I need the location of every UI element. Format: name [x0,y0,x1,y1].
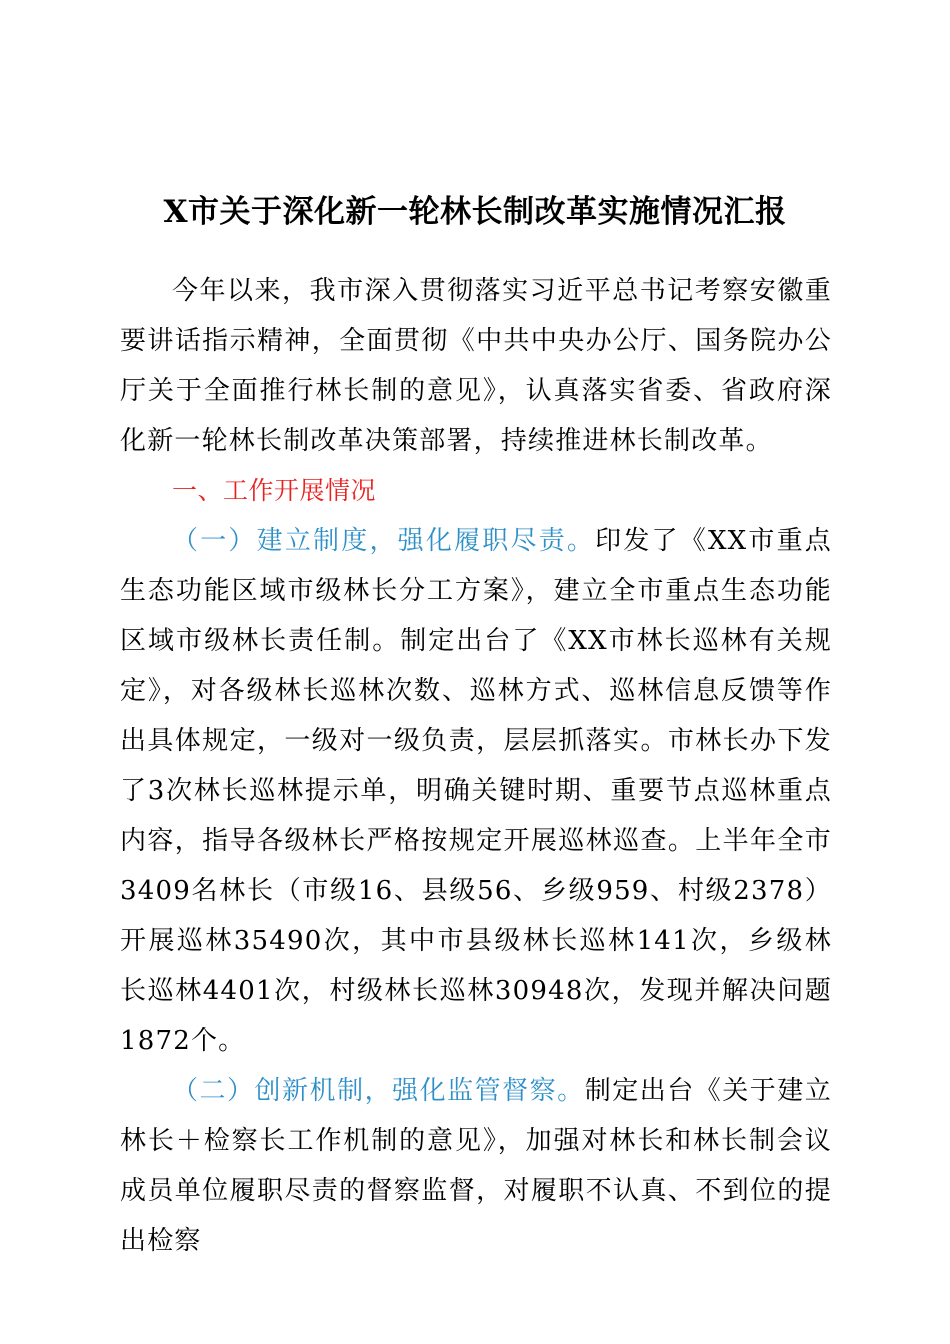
section-1-heading: 一、工作开展情况 [172,476,377,505]
document-title: X市关于深化新一轮林长制改革实施情况汇报 [163,194,787,230]
item-1-paragraph [120,516,832,1066]
item-1-text: 印发了《XX市重点生态功能区域市级林长分工方案》，建立全市重点生态功能区域市级林长责任制。制定出台了《XX市林长巡林有关规定》，对各级林长巡林次数、巡林方式、巡林信息反馈等作出具体规定，一级对一级负责，层层抓落实。市林长办下发了3次林长巡林提示单，明确关键时期、重要节点巡林重点内容，指导各级林长严格按规定开展巡林巡查。上半年全市3409名林长（市级16、县级56、乡级959、村级2378）开展巡林35490次，其中市县级林长巡林141次，乡级林长巡林4401次，村级林长巡林30948次，发现并解决问题1872个。 [120,526,832,1056]
item-2-text: 制定出台《关于建立林长＋检察长工作机制的意见》，加强对林长和林长制会议成员单位履职尽责的督察监督，对履职不认真、不到位的提出检察 [120,1076,832,1256]
item-2-paragraph [120,1066,832,1266]
document-body [120,266,832,1266]
item-2-subheading: （二）创新机制，强化监管督察。 [172,1076,585,1106]
section-heading [120,466,832,516]
intro-paragraph: 今年以来，我市深入贯彻落实习近平总书记考察安徽重要讲话指示精神，全面贯彻《中共中央办公厅、国务院办公厅关于全面推行林长制的意见》，认真落实省委、省政府深化新一轮林长制改革决策部署，持续推进林长制改革。 [120,276,832,456]
item-1-subheading: （一）建立制度，强化履职尽责。 [172,526,596,556]
